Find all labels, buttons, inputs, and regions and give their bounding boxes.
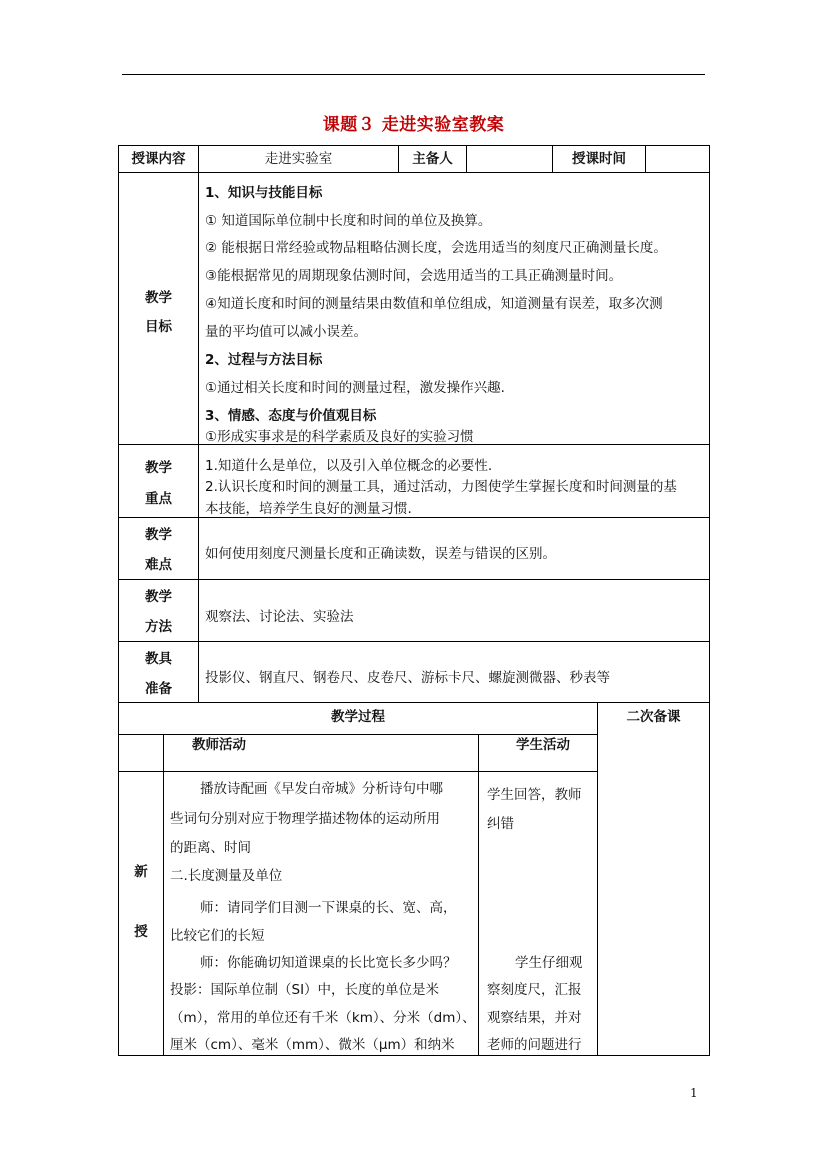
label-teaching-time: 授课时间 [572, 151, 626, 167]
methods-label-1: 教学 [145, 589, 172, 605]
difficulties-label-2: 难点 [145, 557, 172, 573]
objective-line: ①形成实事求是的科学素质及良好的实验习惯 [205, 429, 474, 445]
label-preparer: 主备人 [412, 151, 453, 167]
teacher-line: 的距离、时间 [170, 840, 251, 856]
teacher-line: 二.长度测量及单位 [170, 868, 283, 884]
student-line: 察刻度尺，汇报 [487, 982, 582, 998]
teacher-line: 比较它们的长短 [170, 928, 265, 944]
methods-text: 观察法、讨论法、实验法 [205, 609, 354, 625]
teacher-activity-header: 教师活动 [192, 737, 246, 753]
objective-line: ② 能根据日常经验或物品粗略估测长度，会选用适当的刻度尺正确测量长度。 [205, 240, 667, 256]
process-header: 教学过程 [331, 709, 385, 725]
equipment-label-2: 准备 [145, 681, 172, 697]
equipment-label-1: 教具 [145, 651, 172, 667]
difficulties-text: 如何使用刻度尺测量长度和正确读数，误差与错误的区别。 [205, 546, 556, 562]
keypoints-label-1: 教学 [145, 460, 172, 476]
header-rule [122, 74, 705, 75]
objective-line: ④知道长度和时间的测量结果由数值和单位组成，知道测量有误差，取多次测 [205, 296, 663, 312]
equipment-text: 投影仪、钢直尺、钢卷尺、皮卷尺、游标卡尺、螺旋测微器、秒表等 [205, 670, 610, 686]
teacher-line: （m），常用的单位还有千米（km）、分米（dm）、 [170, 1010, 476, 1026]
difficulties-label-1: 教学 [145, 527, 172, 543]
methods-label-2: 方法 [145, 619, 172, 635]
keypoint-line: 本技能，培养学生良好的测量习惯. [205, 501, 412, 517]
teacher-line: 师：你能确切知道课桌的长比宽长多少吗？ [200, 955, 457, 971]
teacher-line: 些词句分别对应于物理学描述物体的运动所用 [170, 811, 440, 827]
objective-line: ① 知道国际单位制中长度和时间的单位及换算。 [205, 213, 492, 229]
objective-line: 2、过程与方法目标 [205, 352, 323, 368]
keypoint-line: 2.认识长度和时间的测量工具，通过活动，力图使学生掌握长度和时间测量的基 [205, 479, 677, 495]
objective-line: 量的平均值可以减小误差。 [205, 324, 367, 340]
page-number: 1 [690, 1086, 698, 1100]
objective-line: 1、知识与技能目标 [205, 185, 323, 201]
student-line: 观察结果，并对 [487, 1010, 582, 1026]
teacher-line: 师：请同学们目测一下课桌的长、宽、高， [200, 900, 457, 916]
student-activity-header: 学生活动 [516, 737, 570, 753]
teacher-line: 投影：国际单位制（SI）中，长度的单位是米 [170, 982, 440, 998]
objectives-label-1: 教学 [145, 290, 172, 306]
objectives-label-2: 目标 [145, 319, 172, 335]
value-course-content: 走进实验室 [264, 151, 333, 167]
keypoints-label-2: 重点 [145, 491, 172, 507]
second-prep-header: 二次备课 [626, 709, 681, 725]
section-label-new-2: 授 [134, 924, 148, 940]
objective-line: ③能根据常见的周期现象估测时间，会选用适当的工具正确测量时间。 [205, 268, 623, 284]
student-line: 学生回答，教师 [487, 787, 582, 803]
section-label-new-1: 新 [134, 864, 148, 880]
student-line: 纠错 [487, 816, 514, 832]
teacher-line: 播放诗配画《早发白帝城》分析诗句中哪 [200, 781, 443, 797]
objective-line: 3、情感、态度与价值观目标 [205, 408, 377, 424]
student-line: 老师的问题进行 [487, 1037, 582, 1053]
label-course-content: 授课内容 [131, 151, 186, 167]
objective-line: ①通过相关长度和时间的测量过程，激发操作兴趣. [205, 380, 505, 396]
keypoint-line: 1.知道什么是单位，以及引入单位概念的必要性. [205, 458, 493, 474]
student-line: 学生仔细观 [515, 955, 583, 971]
teacher-line: 厘米（cm）、毫米（mm）、微米（μm）和纳米 [170, 1037, 455, 1053]
page-title: 课题３ 走进实验室教案 [322, 115, 505, 135]
